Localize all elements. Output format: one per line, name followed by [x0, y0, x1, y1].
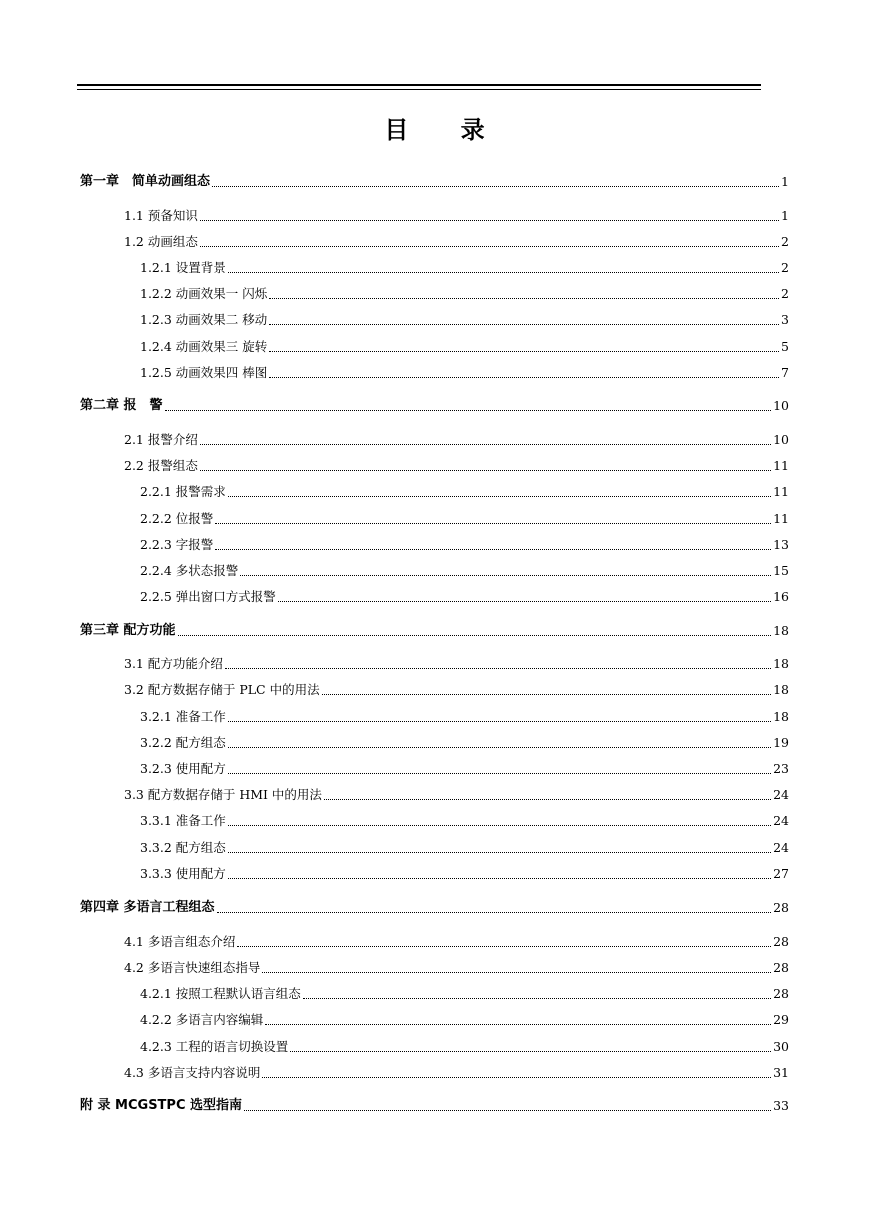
- toc-entry-page: 10: [773, 398, 789, 413]
- toc-entry-label: 1.2.3 动画效果二 移动: [140, 312, 268, 327]
- dot-leader: [228, 773, 771, 774]
- toc-entry-label: 2.1 报警介绍: [124, 432, 198, 447]
- dot-leader: [322, 694, 772, 695]
- toc-entry-page: 11: [773, 458, 789, 473]
- dot-leader: [228, 496, 771, 497]
- toc-entry-page: 28: [773, 986, 789, 1001]
- toc-entry-page: 30: [773, 1039, 789, 1054]
- toc-entry-label: 4.2.1 按照工程默认语言组态: [140, 986, 301, 1001]
- toc-entry-page: 19: [773, 735, 789, 750]
- toc-entry[interactable]: [124, 207, 789, 225]
- toc-entry-page: 1: [781, 174, 789, 189]
- toc-entry-label: 2.2.5 弹出窗口方式报警: [140, 589, 276, 604]
- toc-entry-page: 28: [773, 934, 789, 949]
- dot-leader: [165, 410, 772, 411]
- dot-leader: [215, 523, 771, 524]
- toc-entry-label: 2.2.3 字报警: [140, 537, 214, 552]
- toc-entry-label: 2.2.1 报警需求: [140, 484, 226, 499]
- toc-entry-label: 第二章 报 警: [80, 398, 163, 413]
- dot-leader: [228, 272, 779, 273]
- toc-entry[interactable]: [124, 959, 789, 977]
- dot-leader: [262, 972, 771, 973]
- toc-entry-page: 10: [773, 432, 789, 447]
- toc-entry[interactable]: [140, 483, 789, 501]
- toc-entry-label: 3.2 配方数据存储于 PLC 中的用法: [124, 682, 320, 697]
- toc-entry-page: 24: [773, 787, 789, 802]
- toc-entry-page: 7: [781, 365, 789, 380]
- page-title: 目 录: [384, 116, 507, 144]
- toc-entry-page: 2: [781, 286, 789, 301]
- toc-entry-label: 3.3 配方数据存储于 HMI 中的用法: [124, 787, 322, 802]
- toc-entry[interactable]: [124, 457, 789, 475]
- toc-entry-label: 3.2.2 配方组态: [140, 735, 226, 750]
- toc-entry-page: 28: [773, 900, 789, 915]
- dot-leader: [265, 1024, 771, 1025]
- toc-entry-label: 3.2.3 使用配方: [140, 761, 226, 776]
- toc-entry[interactable]: [80, 173, 789, 191]
- toc-entry[interactable]: [80, 899, 789, 917]
- toc-entry-page: 11: [773, 484, 789, 499]
- dot-leader: [303, 998, 771, 999]
- dot-leader: [215, 549, 771, 550]
- toc-entry-page: 2: [781, 260, 789, 275]
- toc-entry[interactable]: [140, 760, 789, 778]
- toc-entry-label: 2.2.2 位报警: [140, 511, 214, 526]
- toc-entry[interactable]: [124, 1064, 789, 1082]
- toc-entry-label: 3.2.1 准备工作: [140, 709, 226, 724]
- toc-entry-label: 3.3.3 使用配方: [140, 866, 226, 881]
- toc-entry-page: 5: [781, 339, 789, 354]
- toc-entry-page: 27: [773, 866, 789, 881]
- toc-entry-label: 4.2.2 多语言内容编辑: [140, 1012, 264, 1027]
- toc-entry-page: 11: [773, 511, 789, 526]
- toc-entry[interactable]: [140, 985, 789, 1003]
- toc-entry[interactable]: [140, 338, 789, 356]
- dot-leader: [200, 470, 771, 471]
- toc-entry-page: 16: [773, 589, 789, 604]
- dot-leader: [237, 946, 771, 947]
- toc-entry-page: 18: [773, 656, 789, 671]
- toc-entry[interactable]: [140, 588, 789, 606]
- toc-entry[interactable]: [140, 708, 789, 726]
- dot-leader: [200, 246, 779, 247]
- header-rule-thick: [77, 84, 761, 86]
- dot-leader: [244, 1110, 771, 1111]
- toc-entry[interactable]: [124, 431, 789, 449]
- toc-entry-label: 第三章 配方功能: [80, 623, 176, 638]
- toc-entry-page: 1: [781, 208, 789, 223]
- toc-entry[interactable]: [140, 536, 789, 554]
- toc-entry-page: 24: [773, 813, 789, 828]
- dot-leader: [228, 747, 771, 748]
- toc-entry-label: 1.1 预备知识: [124, 208, 198, 223]
- toc-entry-page: 23: [773, 761, 789, 776]
- dot-leader: [269, 324, 779, 325]
- toc-entry-label: 3.3.2 配方组态: [140, 840, 226, 855]
- toc-entry[interactable]: [124, 681, 789, 699]
- toc-entry-label: 附 录 MCGSTPC 选型指南: [80, 1098, 243, 1113]
- toc-entry-page: 18: [773, 682, 789, 697]
- dot-leader: [278, 601, 771, 602]
- dot-leader: [200, 444, 771, 445]
- toc-entry-label: 1.2.5 动画效果四 棒图: [140, 365, 268, 380]
- toc-entry-page: 24: [773, 840, 789, 855]
- toc-entry[interactable]: [80, 397, 789, 415]
- dot-leader: [228, 852, 771, 853]
- toc-entry[interactable]: [124, 655, 789, 673]
- toc-entry-label: 4.3 多语言支持内容说明: [124, 1065, 261, 1080]
- toc-entry-label: 4.2 多语言快速组态指导: [124, 960, 261, 975]
- toc-entry-label: 2.2 报警组态: [124, 458, 198, 473]
- toc-entry-page: 33: [773, 1098, 789, 1113]
- dot-leader: [269, 298, 779, 299]
- toc-entry-page: 2: [781, 234, 789, 249]
- toc-entry-label: 1.2.2 动画效果一 闪烁: [140, 286, 268, 301]
- dot-leader: [269, 377, 779, 378]
- toc-entry[interactable]: [140, 1038, 789, 1056]
- dot-leader: [228, 878, 771, 879]
- toc-entry-label: 1.2.4 动画效果三 旋转: [140, 339, 268, 354]
- toc-entry-page: 18: [773, 623, 789, 638]
- toc-entry[interactable]: [124, 786, 789, 804]
- toc-entry[interactable]: [140, 562, 789, 580]
- toc-entry[interactable]: [124, 233, 789, 251]
- toc-entry-page: 29: [773, 1012, 789, 1027]
- toc-entry[interactable]: [140, 1011, 789, 1029]
- toc-entry-label: 1.2.1 设置背景: [140, 260, 226, 275]
- dot-leader: [217, 912, 772, 913]
- toc-entry-page: 31: [773, 1065, 789, 1080]
- toc-entry[interactable]: [140, 259, 789, 277]
- toc-entry[interactable]: [80, 1097, 789, 1115]
- header-rule-thin: [77, 89, 761, 90]
- toc-entry-label: 3.1 配方功能介绍: [124, 656, 223, 671]
- dot-leader: [269, 351, 779, 352]
- toc-entry-page: 15: [773, 563, 789, 578]
- dot-leader: [212, 186, 779, 187]
- toc-entry[interactable]: [140, 285, 789, 303]
- dot-leader: [324, 799, 771, 800]
- toc-entry-page: 18: [773, 709, 789, 724]
- toc-entry[interactable]: [140, 364, 789, 382]
- dot-leader: [228, 721, 771, 722]
- toc-entry-label: 1.2 动画组态: [124, 234, 198, 249]
- toc-entry[interactable]: [140, 865, 789, 883]
- toc-entry-label: 4.1 多语言组态介绍: [124, 934, 236, 949]
- dot-leader: [178, 635, 772, 636]
- toc-entry[interactable]: [124, 933, 789, 951]
- toc-entry[interactable]: [140, 510, 789, 528]
- toc-entry-page: 13: [773, 537, 789, 552]
- dot-leader: [262, 1077, 771, 1078]
- dot-leader: [240, 575, 771, 576]
- toc-entry-label: 第一章 简单动画组态: [80, 174, 211, 189]
- toc-entry-label: 第四章 多语言工程组态: [80, 900, 215, 915]
- toc-entry-label: 2.2.4 多状态报警: [140, 563, 239, 578]
- dot-leader: [228, 825, 771, 826]
- toc-entry-page: 28: [773, 960, 789, 975]
- toc-entry[interactable]: [80, 622, 789, 640]
- dot-leader: [200, 220, 779, 221]
- toc-entry-label: 3.3.1 准备工作: [140, 813, 226, 828]
- toc-entry-label: 4.2.3 工程的语言切换设置: [140, 1039, 289, 1054]
- toc-entry[interactable]: [140, 311, 789, 329]
- toc-entry[interactable]: [140, 839, 789, 857]
- toc-entry[interactable]: [140, 812, 789, 830]
- dot-leader: [290, 1051, 771, 1052]
- toc-entry[interactable]: [140, 734, 789, 752]
- dot-leader: [225, 668, 771, 669]
- toc-entry-page: 3: [781, 312, 789, 327]
